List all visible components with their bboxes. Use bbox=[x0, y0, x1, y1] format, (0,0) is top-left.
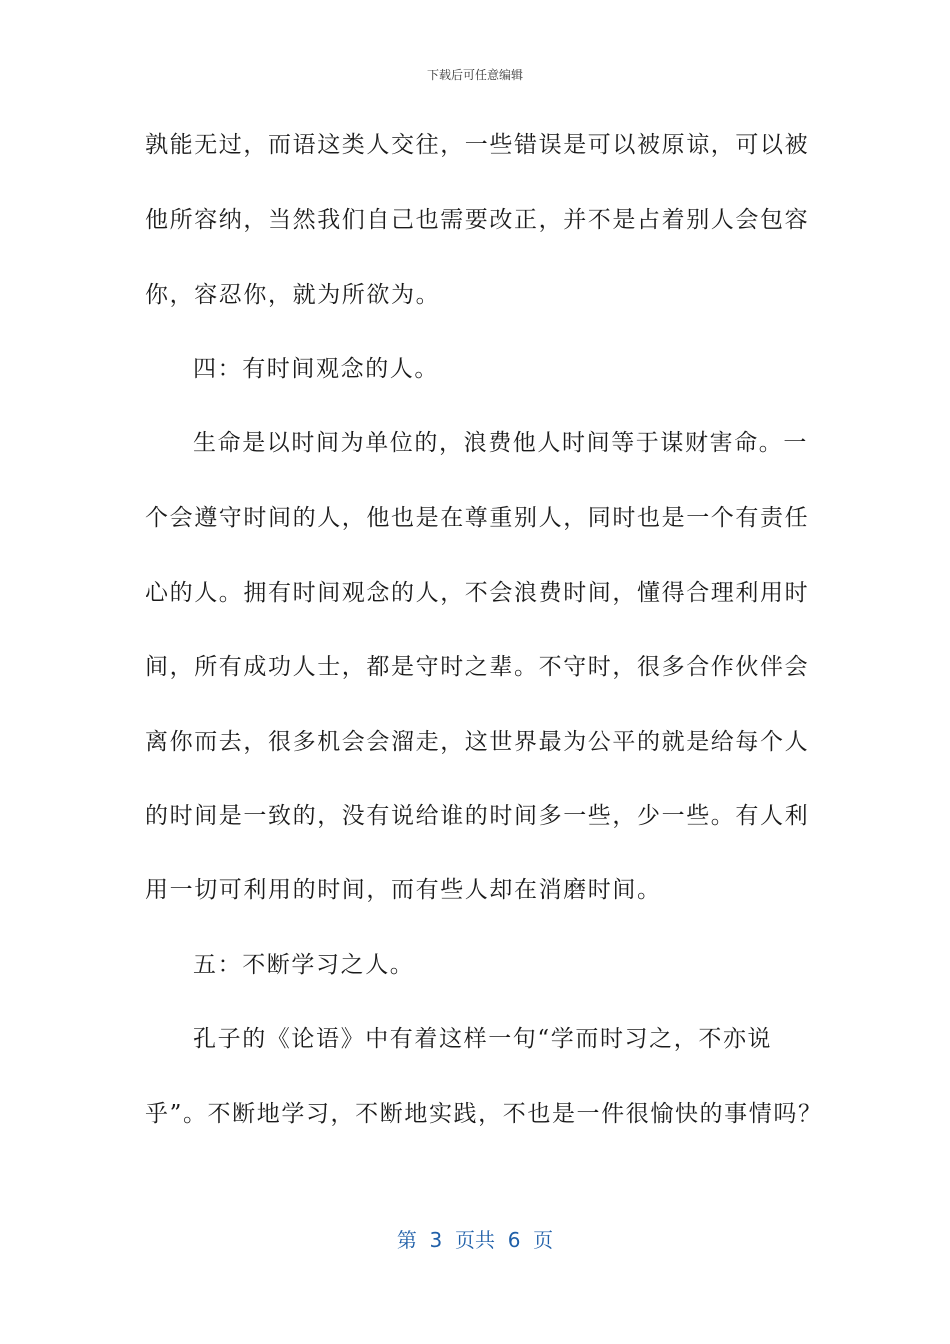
body-line-11: 用一切可利用的时间，而有些人却在消磨时间。 bbox=[145, 877, 662, 903]
section-heading-4: 四：有时间观念的人。 bbox=[193, 356, 439, 382]
body-line-1: 孰能无过，而语这类人交往，一些错误是可以被原谅，可以被 bbox=[145, 132, 810, 158]
body-line-7: 心的人。拥有时间观念的人，不会浪费时间，懂得合理利用时 bbox=[145, 580, 810, 606]
body-line-2: 他所容纳，当然我们自己也需要改正，并不是占着别人会包容 bbox=[145, 207, 810, 233]
body-line-14: 乎”。不断地学习，不断地实践，不也是一件很愉快的事情吗？ bbox=[145, 1101, 823, 1127]
body-line-10: 的时间是一致的，没有说给谁的时间多一些，少一些。有人利 bbox=[145, 803, 810, 829]
page-header: 下载后可任意编辑 bbox=[426, 68, 523, 82]
section-heading-5: 五：不断学习之人。 bbox=[193, 952, 415, 978]
body-line-13: 孔子的《论语》中有着这样一句“学而时习之，不亦说 bbox=[193, 1026, 773, 1052]
page-number-footer: 第 3 页共 6 页 bbox=[396, 1228, 554, 1252]
body-line-8: 间，所有成功人士，都是守时之辈。不守时，很多合作伙伴会 bbox=[145, 654, 810, 680]
body-line-6: 个会遵守时间的人，他也是在尊重别人，同时也是一个有责任 bbox=[145, 505, 810, 531]
body-line-5: 生命是以时间为单位的，浪费他人时间等于谋财害命。一 bbox=[193, 430, 808, 456]
body-line-3: 你，容忍你，就为所欲为。 bbox=[145, 282, 441, 308]
body-line-9: 离你而去，很多机会会溜走，这世界最为公平的就是给每个人 bbox=[145, 729, 810, 755]
